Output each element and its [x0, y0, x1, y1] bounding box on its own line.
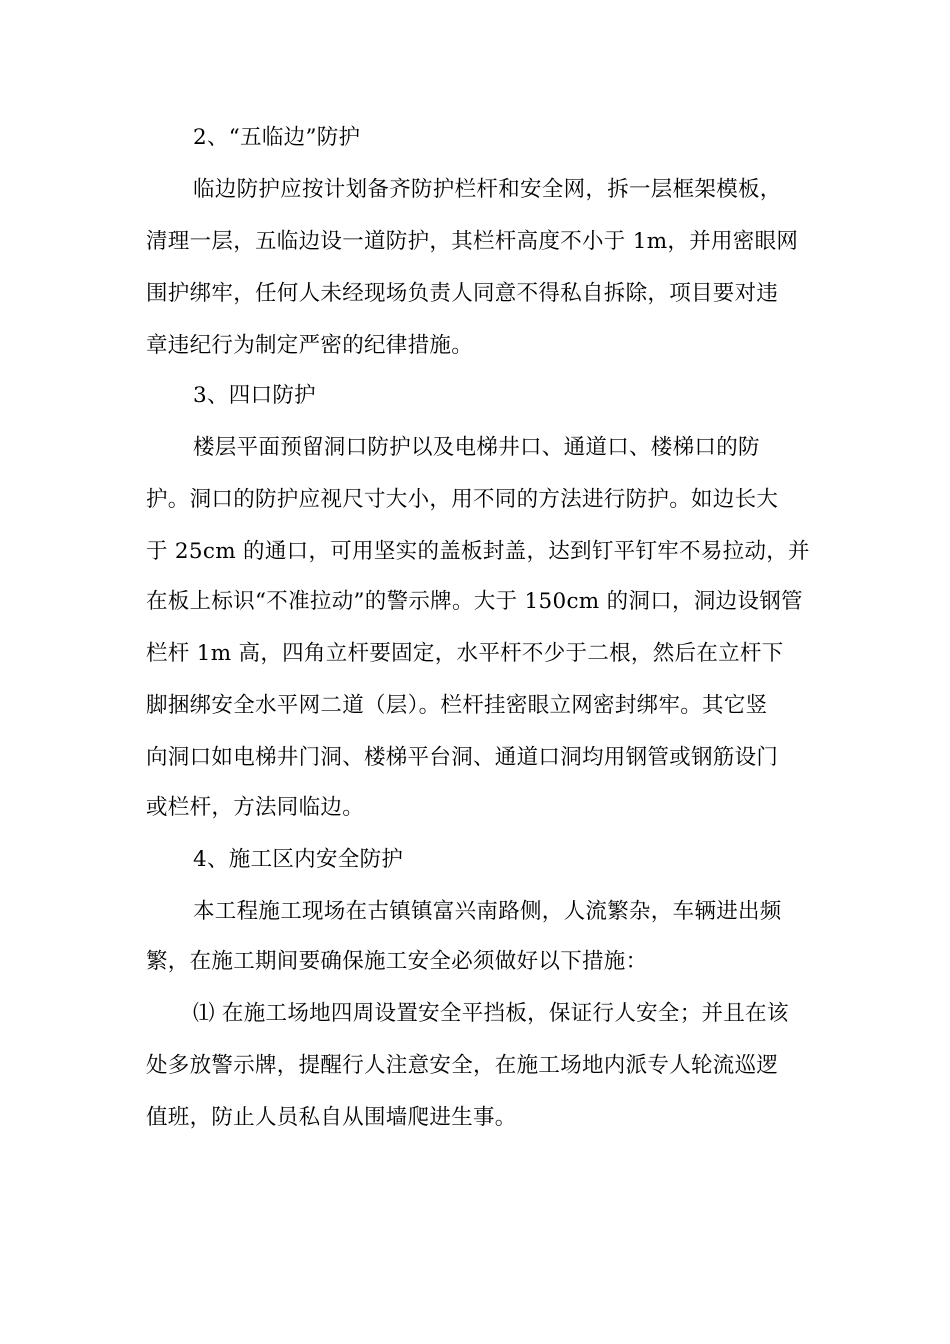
section-heading-site-safety: 4、施工区内安全防护: [193, 847, 404, 872]
list-item-line: ⑴ 在施工场地四周设置安全平挡板，保证行人安全；并且在该: [193, 1001, 789, 1026]
paragraph-line: 栏杆 1m 高，四角立杆要固定，水平杆不少于二根，然后在立杆下: [146, 641, 784, 666]
paragraph-line: 值班，防止人员私自从围墙爬进生事。: [146, 1105, 517, 1130]
paragraph-line: 清理一层，五临边设一道防护，其栏杆高度不小于 1m，并用密眼网: [146, 229, 799, 254]
paragraph-line: 脚捆绑安全水平网二道（层）。栏杆挂密眼立网密封绑牢。其它竖: [146, 693, 768, 718]
section-heading-five-edges: 2、“五临边”防护: [193, 125, 361, 150]
paragraph-line: 章违纪行为制定严密的纪律措施。: [146, 333, 474, 358]
paragraph-line: 楼层平面预留洞口防护以及电梯井口、通道口、楼梯口的防: [193, 435, 760, 460]
paragraph-line: 处多放警示牌，提醒行人注意安全，在施工场地内派专人轮流巡逻: [146, 1053, 779, 1078]
paragraph-line: 围护绑牢，任何人未经现场负责人同意不得私自拆除，项目要对违: [146, 281, 779, 306]
paragraph-line: 向洞口如电梯井门洞、楼梯平台洞、通道口洞均用钢管或钢筋设门: [146, 745, 779, 770]
section-heading-four-openings: 3、四口防护: [193, 383, 316, 408]
paragraph-line: 临边防护应按计划备齐防护栏杆和安全网，拆一层框架模板，: [193, 177, 782, 202]
paragraph-line: 本工程施工现场在古镇镇富兴南路侧，人流繁杂，车辆进出频: [193, 899, 782, 924]
paragraph-line: 繁，在施工期间要确保施工安全必须做好以下措施：: [146, 949, 648, 974]
paragraph-line: 在板上标识“不准拉动”的警示牌。大于 150cm 的洞口，洞边设钢管: [146, 589, 803, 614]
paragraph-line: 于 25cm 的通口，可用坚实的盖板封盖，达到钉平钉牢不易拉动，并: [146, 539, 810, 564]
paragraph-line: 护。洞口的防护应视尺寸大小，用不同的方法进行防护。如边长大: [146, 487, 779, 512]
paragraph-line: 或栏杆，方法同临边。: [146, 795, 365, 820]
